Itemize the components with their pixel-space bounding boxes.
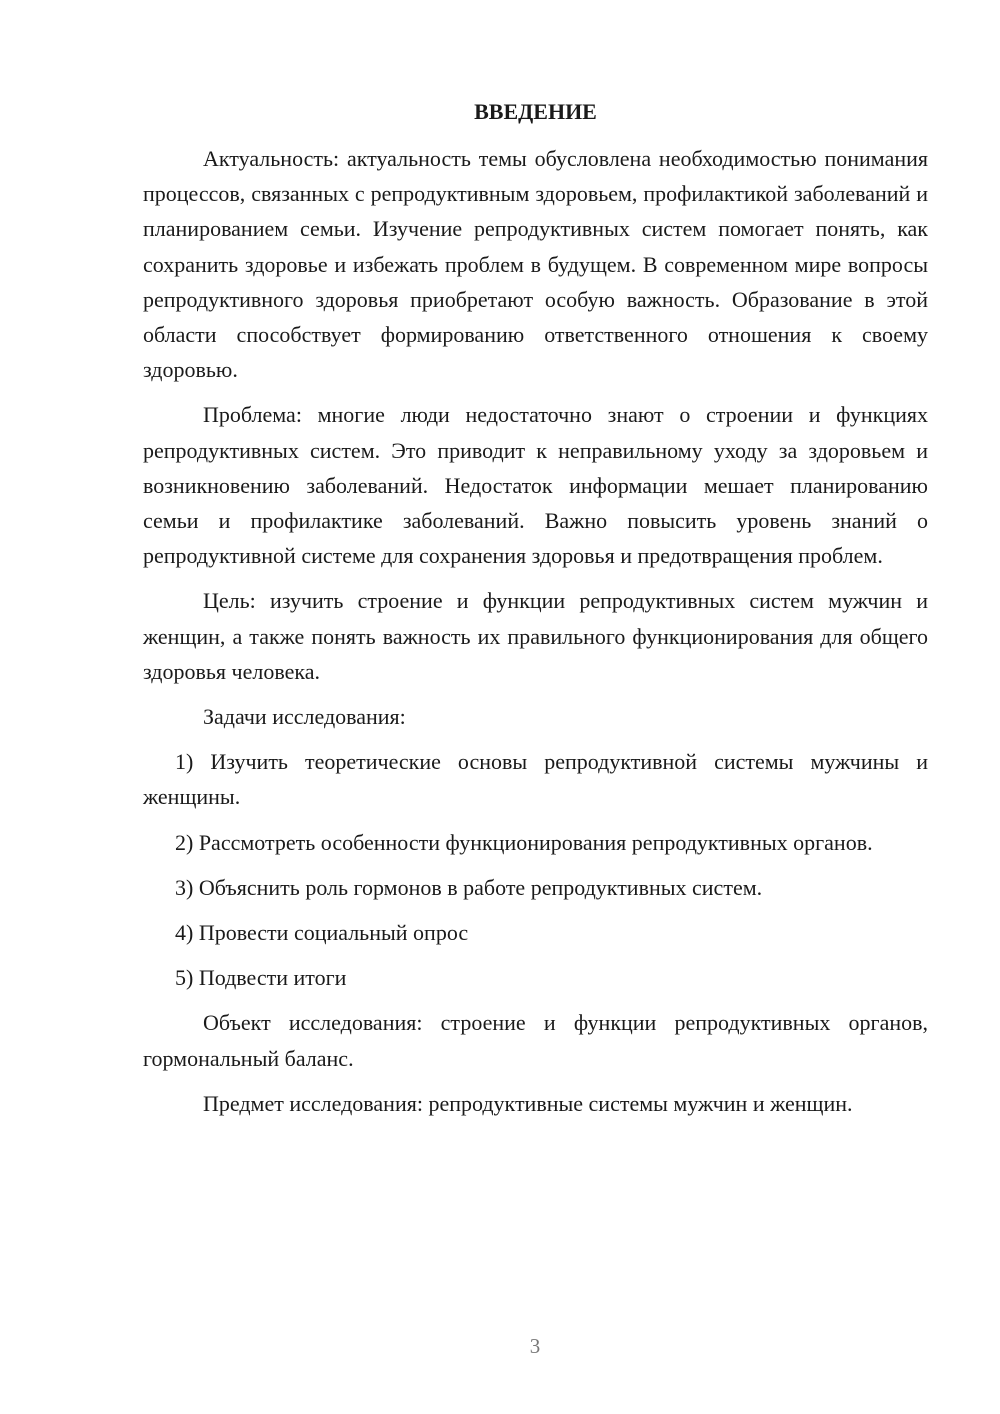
paragraph-object: Объект исследования: строение и функции репродуктивных органов, гормональный баланс.	[143, 1010, 928, 1071]
page-title: ВВЕДЕНИЕ	[474, 99, 597, 124]
page-number: 3	[529, 1334, 541, 1358]
paragraph-goal: Цель: изучить строение и функции репродуктивных систем мужчин и женщин, а также понять важность их правильного функционирования для общего здоровья человека.	[143, 588, 928, 684]
paragraph-relevance: Актуальность: актуальность темы обусловлена необходимостью понимания процессов, связанных с репродуктивным здоровьем, профилактикой заболеваний и планированием семьи. Изучение репродуктивных систем помогает понять, как сохранить здоровье и избежать проблем в будущем. В современном мире вопросы репродуктивного здоровья приобретают особую важность. Образование в этой области способствует формированию ответственного отношения к своему здоровью.	[143, 146, 928, 383]
task-item-2: 2) Рассмотреть особенности функционирования репродуктивных органов.	[175, 829, 873, 855]
page-content	[143, 94, 928, 1131]
task-item-4: 4) Провести социальный опрос	[175, 920, 469, 946]
paragraph-problem: Проблема: многие люди недостаточно знают о строении и функциях репродуктивных систем. Это приводит к неправильному уходу за здоровьем и возникновению заболеваний. Недостаток информации мешает планированию семьи и профилактике заболеваний. Важно повысить уровень знаний о репродуктивной системе для сохранения здоровья и предотвращения проблем.	[143, 402, 928, 569]
task-item-3: 3) Объяснить роль гормонов в работе репродуктивных систем.	[175, 874, 763, 900]
tasks-heading: Задачи исследования:	[203, 704, 406, 730]
task-item-5: 5) Подвести итоги	[175, 965, 347, 991]
paragraph-subject: Предмет исследования: репродуктивные системы мужчин и женщин.	[203, 1090, 853, 1116]
task-item-1: 1) Изучить теоретические основы репродуктивной системы мужчины и женщины.	[143, 749, 928, 810]
